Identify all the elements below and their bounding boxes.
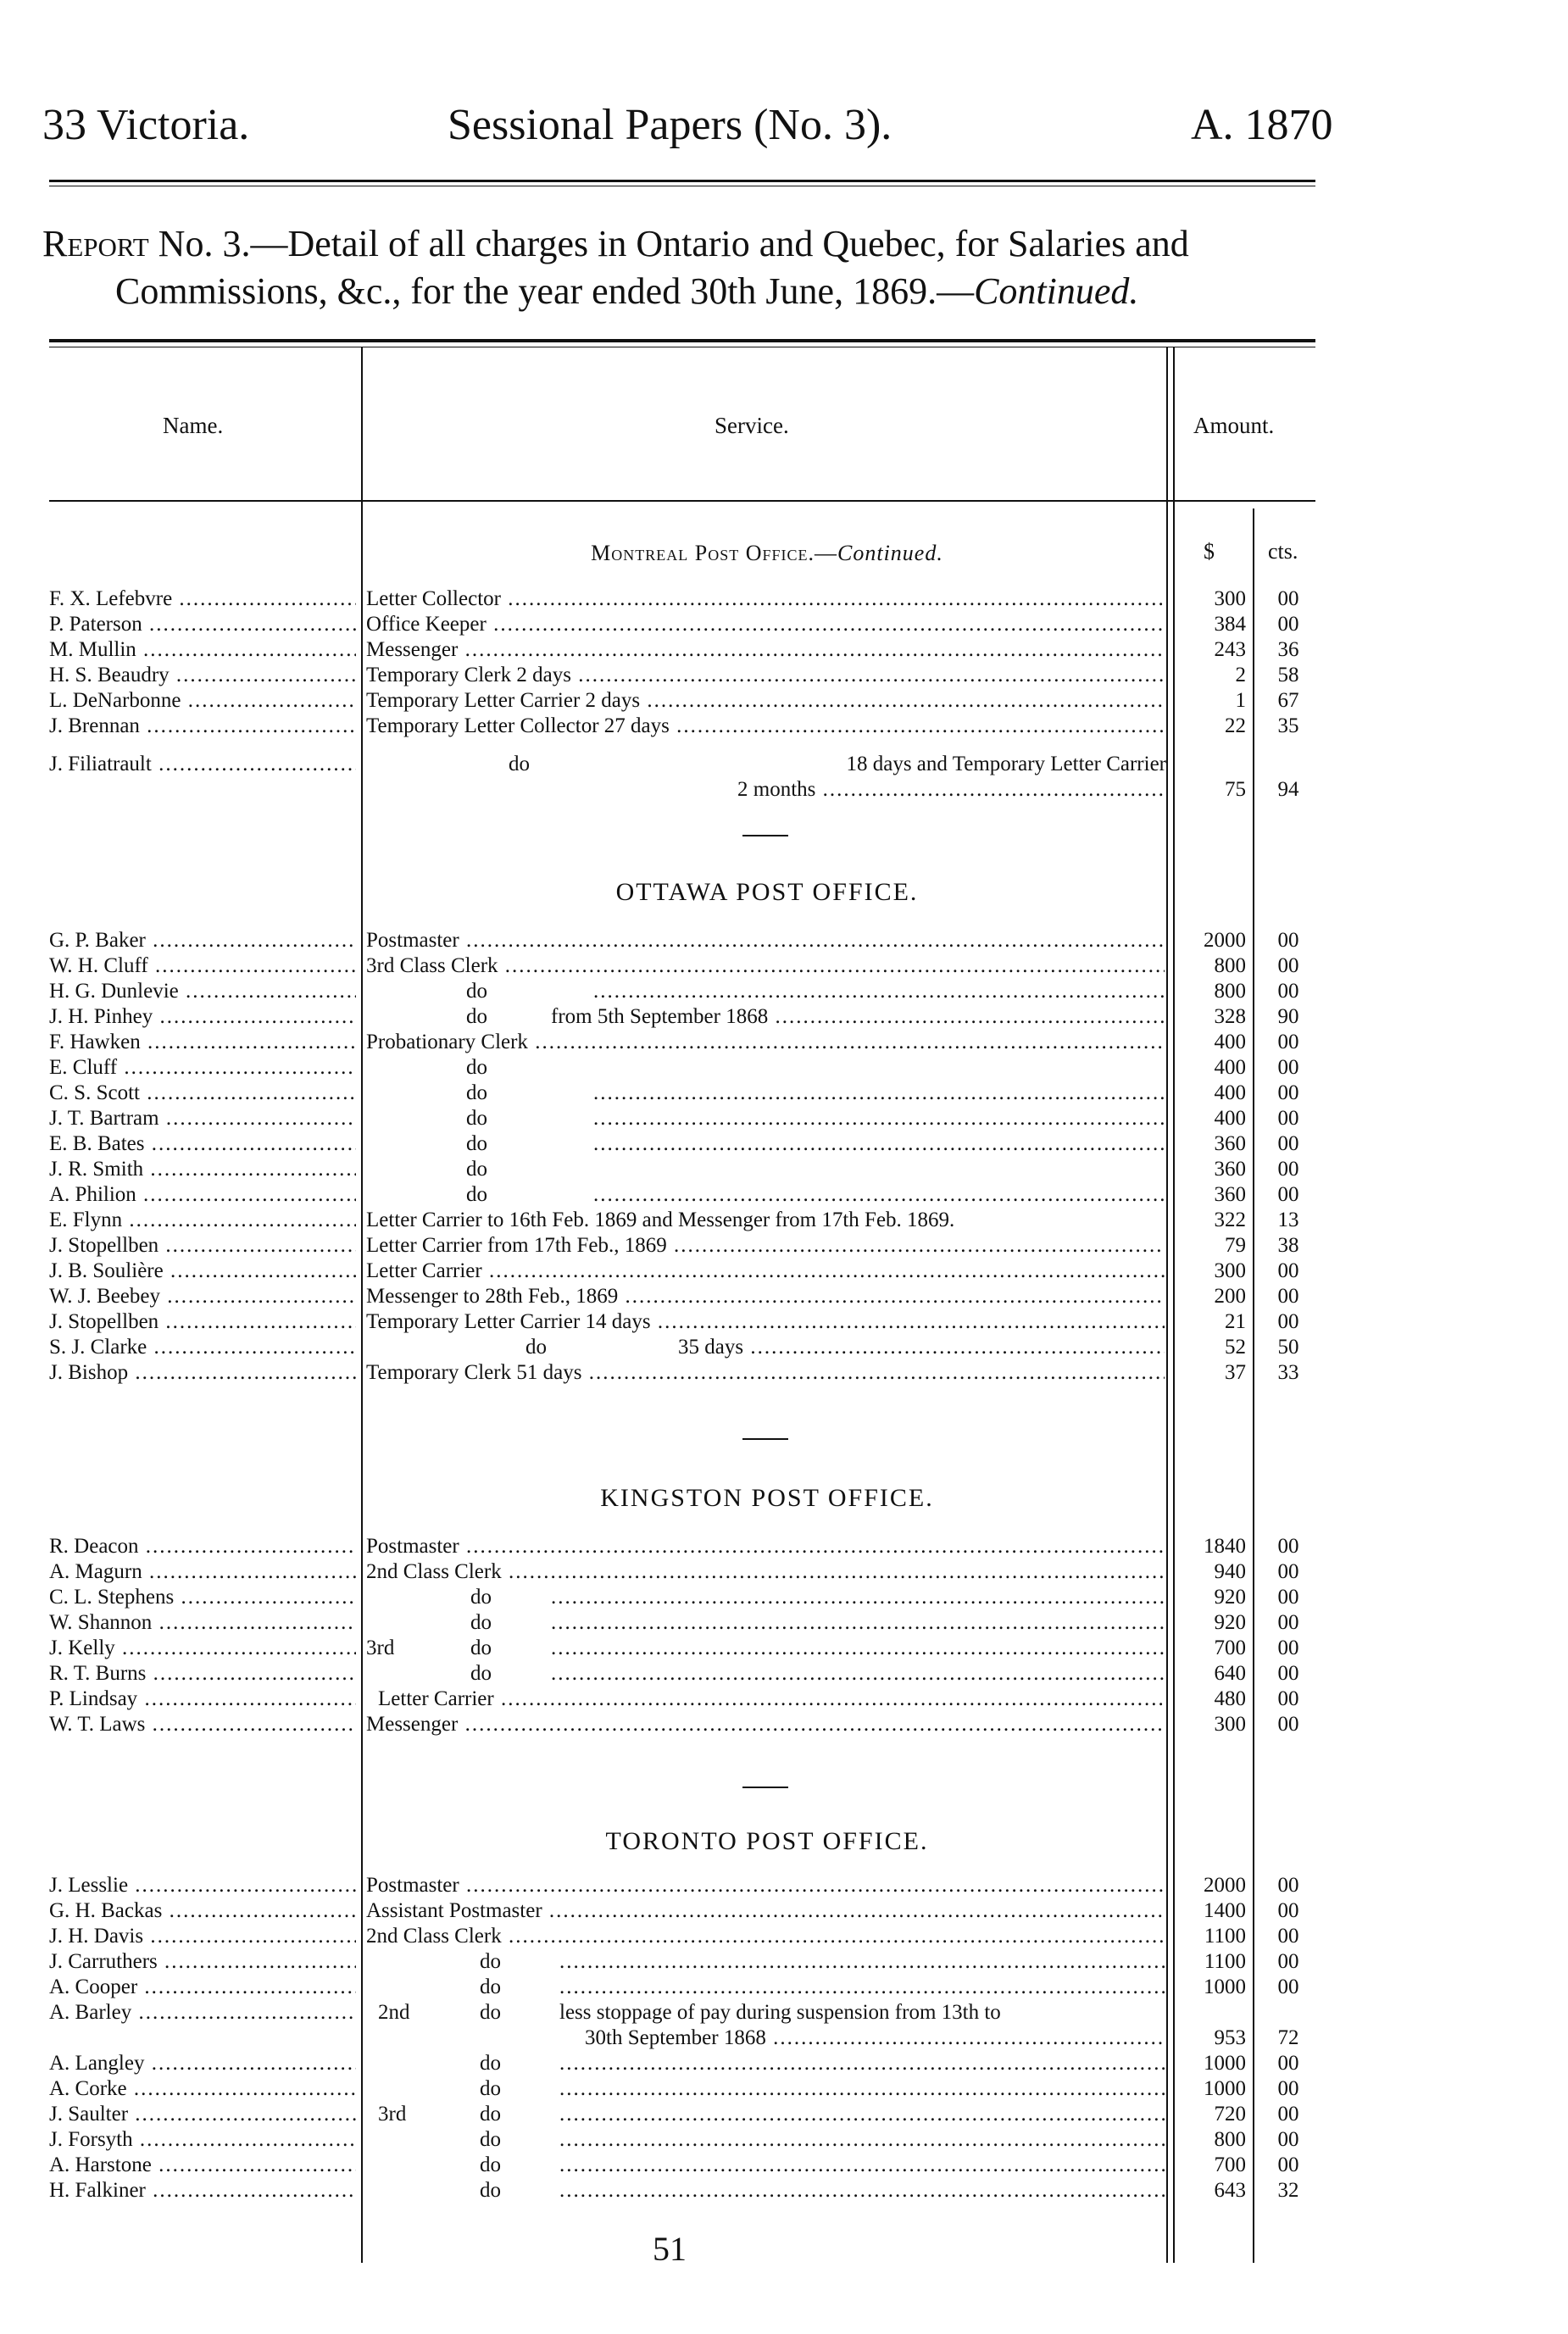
table-row: H. G. Dunlevie ..... do ..... 800 00 xyxy=(0,979,1568,1004)
table-row: F. X. Lefebvre ..... Letter Collector ..... 300 00 xyxy=(0,586,1568,612)
table-row: J. Kelly ..... 3rd do ..... 700 00 xyxy=(0,1636,1568,1661)
table-row: H. Falkiner ..... do ..... 643 32 xyxy=(0,2178,1568,2203)
table-row: E. Cluff ..... do 400 00 xyxy=(0,1055,1568,1081)
section-title-ottawa: OTTAWA POST OFFICE. xyxy=(615,878,919,906)
column-header-rule xyxy=(49,500,1315,502)
table-row: H. S. Beaudry ..... Temporary Clerk 2 days ..... 2 58 xyxy=(0,663,1568,688)
column-header-amount: Amount. xyxy=(1193,413,1275,438)
table-row: C. L. Stephens ..... do ..... 920 00 xyxy=(0,1585,1568,1610)
table-row: E. Flynn ..... Letter Carrier to 16th Feb. 1869 and Messenger from 17th Feb. 1869. 322 13 xyxy=(0,1208,1568,1233)
header-papers: Sessional Papers (No. 3). xyxy=(448,101,892,149)
table-row-continuation: 30th September 1868 ..... 953 72 xyxy=(0,2026,1568,2051)
table-row: J. B. Soulière ..... Letter Carrier ..... 300 00 xyxy=(0,1259,1568,1284)
dollars-unit: $ xyxy=(1204,539,1215,564)
section-title-toronto: TORONTO POST OFFICE. xyxy=(605,1827,929,1855)
table-row: E. B. Bates ..... do ..... 360 00 xyxy=(0,1131,1568,1157)
table-row: J. Brennan ..... Temporary Letter Collector 27 days ..... 22 35 xyxy=(0,714,1568,739)
table-row: M. Mullin ..... Messenger ..... 243 36 xyxy=(0,637,1568,663)
table-row: F. Hawken ..... Probationary Clerk ..... 400 00 xyxy=(0,1030,1568,1055)
table-row: W. H. Cluff ..... 3rd Class Clerk ..... 800 00 xyxy=(0,953,1568,979)
report-title-line-2: Commissions, &c., for the year ended 30th June, 1869.—Continued. xyxy=(115,270,1139,312)
table-row: C. S. Scott ..... do ..... 400 00 xyxy=(0,1081,1568,1106)
section-title-montreal: Montreal Post Office.—Continued. xyxy=(591,541,943,565)
table-row: J. R. Smith ..... do 360 00 xyxy=(0,1157,1568,1182)
table-row: P. Lindsay ..... Letter Carrier ..... 480 00 xyxy=(0,1687,1568,1712)
column-header-name: Name. xyxy=(163,413,224,438)
table-row: W. J. Beebey ..... Messenger to 28th Feb., 1869 ..... 200 00 xyxy=(0,1284,1568,1309)
table-row: A. Langley ..... do ..... 1000 00 xyxy=(0,2051,1568,2076)
table-row: J. Carruthers ..... do ..... 1100 00 xyxy=(0,1949,1568,1975)
table-row: W. T. Laws ..... Messenger ..... 300 00 xyxy=(0,1712,1568,1737)
table-row: J. H. Davis ..... 2nd Class Clerk ..... 1100 00 xyxy=(0,1924,1568,1949)
table-row-continuation: 2 months ..... 75 94 xyxy=(0,777,1568,803)
table-row: J. Stopellben ..... Temporary Letter Carrier 14 days ..... 21 00 xyxy=(0,1309,1568,1335)
table-row: A. Harstone ..... do ..... 700 00 xyxy=(0,2153,1568,2178)
section-divider xyxy=(742,835,788,836)
table-top-rule xyxy=(49,339,1315,342)
table-row: J. Filiatrault ..... do 18 days and Temporary Letter Carrier xyxy=(0,752,1568,777)
table-row: R. Deacon ..... Postmaster ..... 1840 00 xyxy=(0,1534,1568,1559)
continued-label: Continued. xyxy=(974,270,1139,312)
report-label: Report xyxy=(42,223,149,264)
table-row: G. P. Baker ..... Postmaster ..... 2000 00 xyxy=(0,928,1568,953)
table-row: A. Barley ..... 2nd do less stoppage of pay during suspension from 13th to xyxy=(0,2000,1568,2026)
report-title xyxy=(42,220,1314,315)
table-row: A. Cooper ..... do ..... 1000 00 xyxy=(0,1975,1568,2000)
table-row: A. Corke ..... do ..... 1000 00 xyxy=(0,2076,1568,2102)
table-row: A. Magurn ..... 2nd Class Clerk ..... 940 00 xyxy=(0,1559,1568,1585)
table-row: J. T. Bartram ..... do ..... 400 00 xyxy=(0,1106,1568,1131)
table-row: J. Forsyth ..... do ..... 800 00 xyxy=(0,2127,1568,2153)
table-row: S. J. Clarke ..... do 35 days ..... 52 50 xyxy=(0,1335,1568,1360)
table-row: L. DeNarbonne ..... Temporary Letter Carrier 2 days ..... 1 67 xyxy=(0,688,1568,714)
table-row: W. Shannon ..... do ..... 920 00 xyxy=(0,1610,1568,1636)
page-number: 51 xyxy=(653,2230,687,2268)
table-row: J. Lesslie ..... Postmaster ..... 2000 00 xyxy=(0,1873,1568,1898)
table-row: J. Stopellben ..... Letter Carrier from 17th Feb., 1869 ..... 79 38 xyxy=(0,1233,1568,1259)
table-row: J. Bishop ..... Temporary Clerk 51 days ..... 37 33 xyxy=(0,1360,1568,1386)
column-header-service: Service. xyxy=(714,413,789,438)
table-row: A. Philion ..... do ..... 360 00 xyxy=(0,1182,1568,1208)
header-rule xyxy=(49,180,1315,182)
header-session: 33 Victoria. xyxy=(42,101,250,149)
table-row: J. H. Pinhey ..... do from 5th September 1868 ..... 328 90 xyxy=(0,1004,1568,1030)
cents-unit: cts. xyxy=(1268,539,1298,564)
section-divider xyxy=(742,1438,788,1440)
section-divider xyxy=(742,1787,788,1788)
table-row: G. H. Backas ..... Assistant Postmaster ..... 1400 00 xyxy=(0,1898,1568,1924)
table-row: P. Paterson ..... Office Keeper ..... 384 00 xyxy=(0,612,1568,637)
table-row: R. T. Burns ..... do ..... 640 00 xyxy=(0,1661,1568,1687)
table-row: J. Saulter ..... 3rd do ..... 720 00 xyxy=(0,2102,1568,2127)
header-year: A. 1870 xyxy=(1191,101,1333,149)
section-title-kingston: KINGSTON POST OFFICE. xyxy=(600,1484,934,1512)
report-title-line-1: Report No. 3.—Detail of all charges in Ontario and Quebec, for Salaries and xyxy=(42,223,1189,264)
